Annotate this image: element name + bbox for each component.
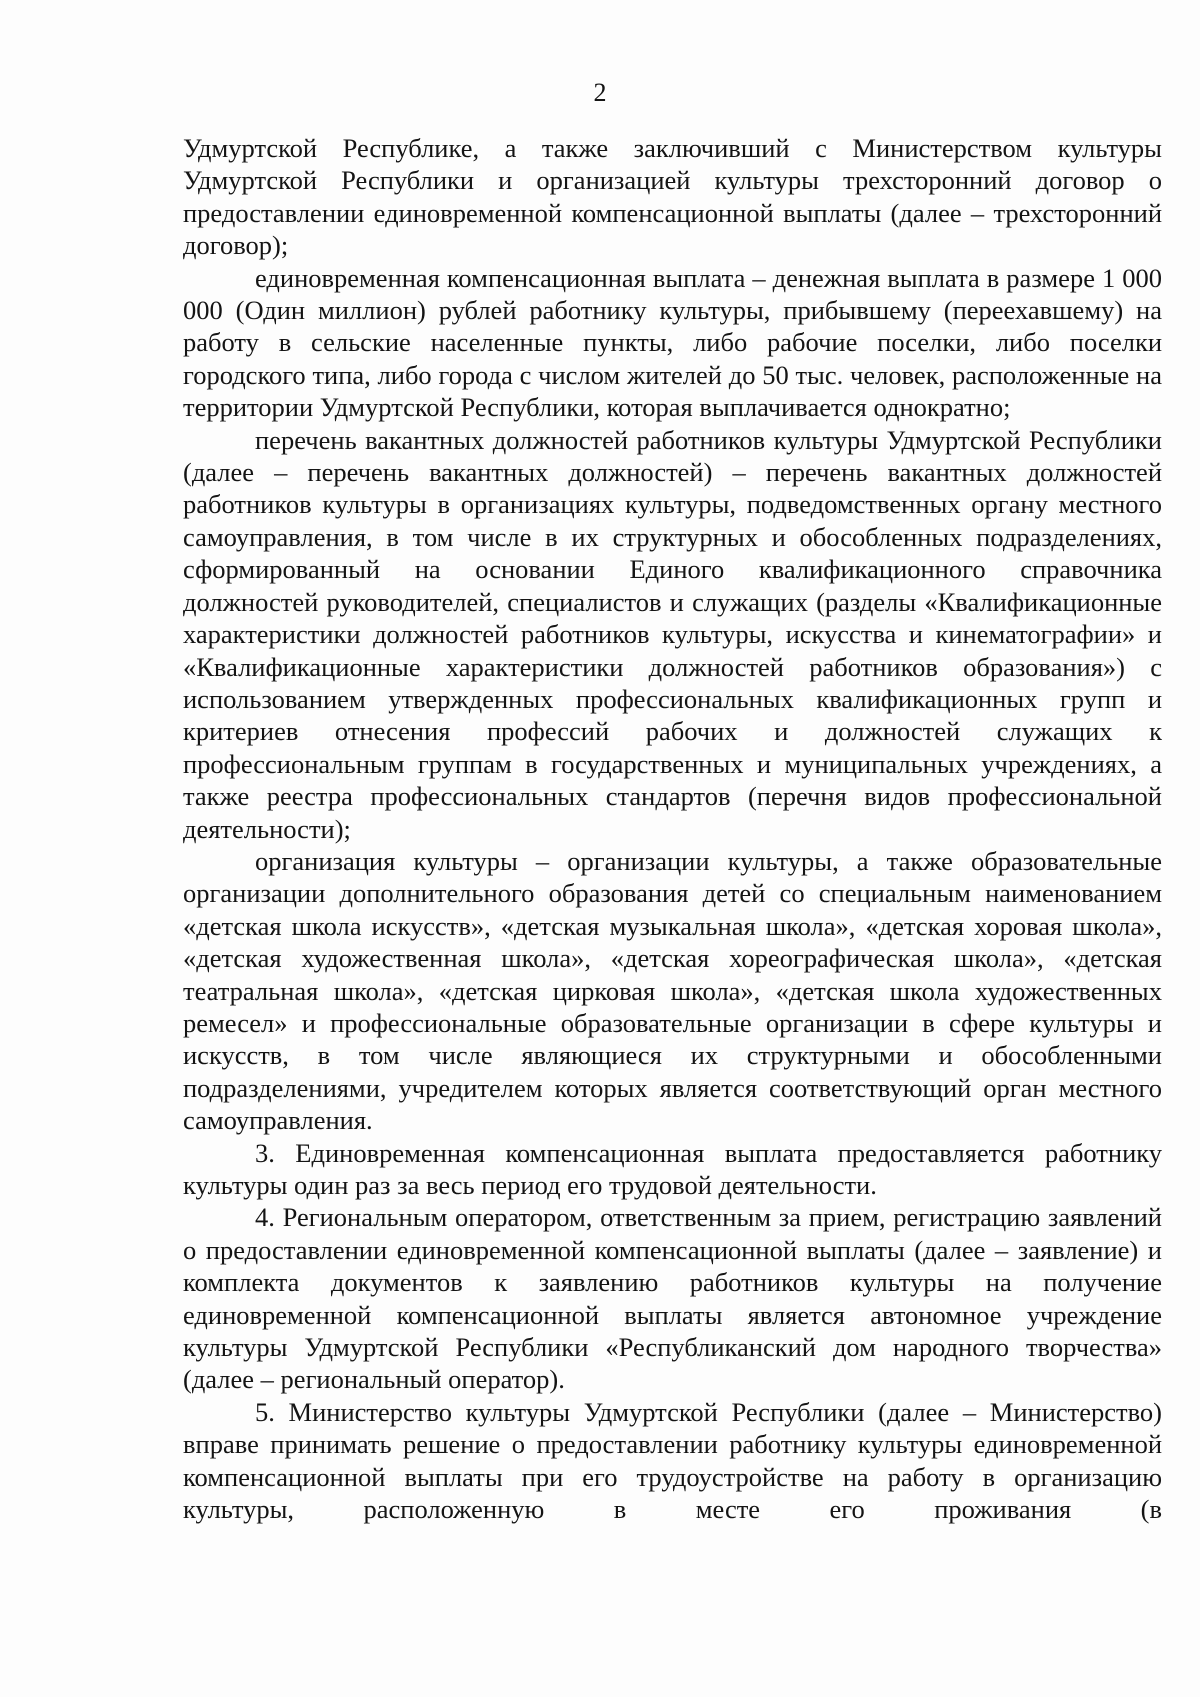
page-number: 2 xyxy=(593,78,607,107)
paragraph-continuation: Удмуртской Республике, а также заключивший с Министерством культуры Удмуртской Республики и организацией культуры трехсторонний договор о предоставлении единовременной компенсационной выплаты (далее – трехсторонний договор); xyxy=(183,133,1162,261)
paragraph-clause-5: 5. Министерство культуры Удмуртской Республики (далее – Министерство) вправе принимать решение о предоставлении работнику культуры единовременной компенсационной выплаты при его трудоустройстве на работу в организацию культуры, расположенную в месте его проживания (в xyxy=(183,1396,1162,1525)
document-body xyxy=(183,132,1162,1525)
paragraph-clause-3: 3. Единовременная компенсационная выплата предоставляется работнику культуры один раз за весь период его трудовой деятельности. xyxy=(183,1137,1162,1200)
paragraph-definition-compensation: единовременная компенсационная выплата – денежная выплата в размере 1 000 000 (Один миллион) рублей работнику культуры, прибывшему (переехавшему) на работу в сельские населенные пункты, либо рабочие поселки, либо поселки городского типа, либо города с числом жителей до 50 тыс. человек, расположенные на территории Удмуртской Республики, которая выплачивается однократно; xyxy=(183,262,1162,423)
paragraph-definition-culture-organization: организация культуры – организации культуры, а также образовательные организации дополнительного образования детей со специальным наименованием «детская школа искусств», «детская музыкальная школа», «детская хоровая школа», «детская художественная школа», «детская хореографическая школа», «детская театральная школа», «детская цирковая школа», «детская школа художественных ремесел» и профессиональные образовательные организации в сфере культуры и искусств, в том числе являющиеся их структурными и обособленными подразделениями, учредителем которых является соответствующий орган местного самоуправления. xyxy=(183,845,1162,1136)
paragraph-clause-4: 4. Региональным оператором, ответственным за прием, регистрацию заявлений о предоставлении единовременной компенсационной выплаты (далее – заявление) и комплекта документов к заявлению работников культуры на получение единовременной компенсационной выплаты является автономное учреждение культуры Удмуртской Республики «Республиканский дом народного творчества» (далее – региональный оператор). xyxy=(183,1202,1162,1395)
paragraph-definition-vacancy-list: перечень вакантных должностей работников культуры Удмуртской Республики (далее – перечень вакантных должностей) – перечень вакантных должностей работников культуры в организациях культуры, подведомственных органу местного самоуправления, в том числе в их структурных и обособленных подразделениях, сформированный на основании Единого квалификационного справочника должностей руководителей, специалистов и служащих (разделы «Квалификационные характеристики должностей работников культуры, искусства и кинематографии» и «Квалификационные характеристики должностей работников образования») с использованием утвержденных профессиональных квалификационных групп и критериев отнесения профессий рабочих и должностей служащих к профессиональным группам в государственных и муниципальных учреждениях, а также реестра профессиональных стандартов (перечня видов профессиональной деятельности); xyxy=(183,424,1162,844)
